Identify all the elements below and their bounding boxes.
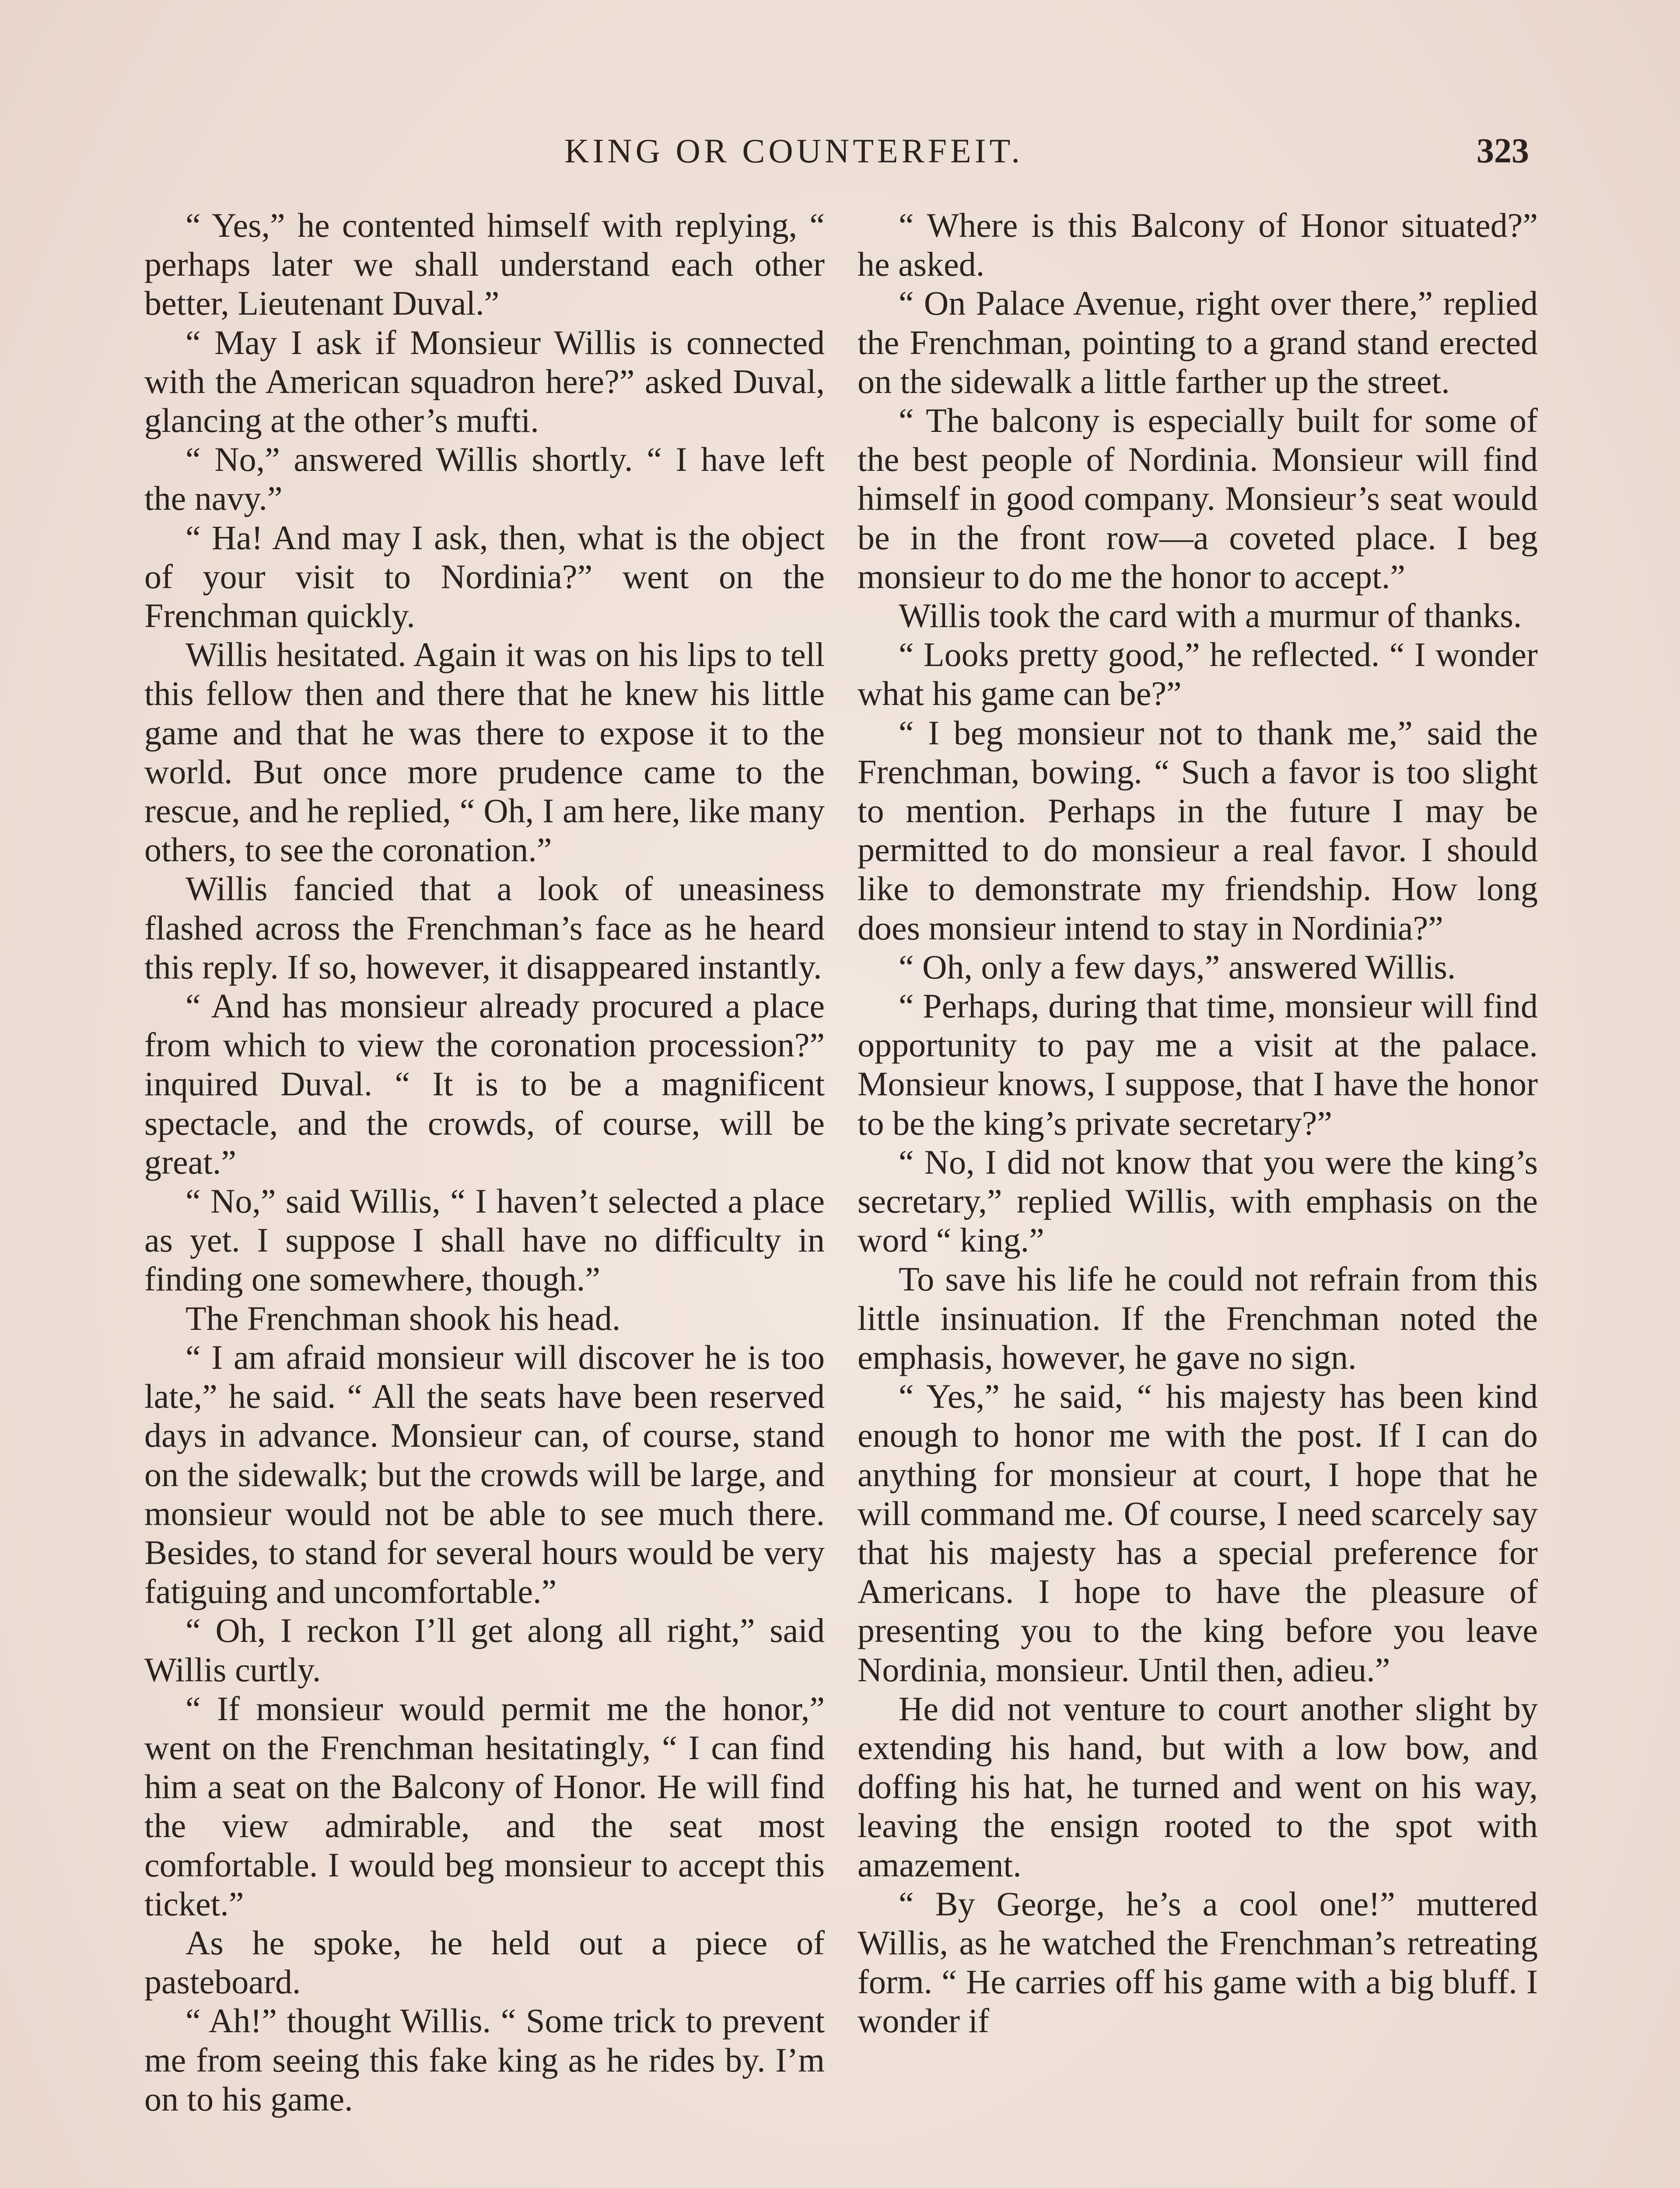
paragraph: “ Looks pretty good,” he reflected. “ I wonder what his game can be?” [858, 635, 1538, 713]
paragraph: To save his life he could not refrain from this little insinuation. If the Frenchman noted the emphasis, however, he gave no sign. [858, 1260, 1538, 1376]
paragraph: “ Where is this Balcony of Honor situated?” he asked. [858, 206, 1538, 284]
paragraph: Willis took the card with a murmur of thanks. [899, 596, 1522, 635]
paragraph: “ No,” answered Willis shortly. “ I have left the navy.” [144, 440, 825, 518]
paragraph: “ If monsieur would permit me the honor,” went on the Frenchman hesitatingly, “ I can find him a seat on the Balcony of Honor. He will find the view admirable, and the seat most comfortable. I would beg monsieur to accept this ticket.” [144, 1689, 825, 1923]
paragraph: Willis fancied that a look of uneasiness flashed across the Frenchman’s face as he heard this reply. If so, however, it disappeared instantly. [144, 870, 825, 986]
paragraph: “ No,” said Willis, “ I haven’t selected a place as yet. I suppose I shall have no difficulty in finding one somewhere, though.” [144, 1182, 825, 1298]
paragraph: “ I am afraid monsieur will discover he is too late,” he said. “ All the seats have been reserved days in advance. Monsieur can, of course, stand on the sidewalk; but the crowds will be large, and monsieur would not be able to see much there. Besides, to stand for several hours would be very fatiguing and uncomfortable.” [144, 1338, 825, 1611]
paragraph: “ Oh, I reckon I’ll get along all right,” said Willis curtly. [144, 1611, 825, 1689]
paragraph: “ Oh, only a few days,” answered Willis. [899, 947, 1456, 986]
left-column [144, 206, 825, 2118]
paragraph: “ The balcony is especially built for some of the best people of Nordinia. Monsieur will find himself in good company. Monsieur’s seat would be in the front row—a coveted place. I beg monsieur to do me the honor to accept.” [858, 401, 1538, 596]
paragraph: The Frenchman shook his head. [186, 1299, 621, 1337]
paragraph: “ By George, he’s a cool one!” muttered Willis, as he watched the Frenchman’s retreating form. “ He carries off his game with a big bluff. I wonder if [858, 1884, 1538, 2040]
paragraph: “ Yes,” he contented himself with replying, “ perhaps later we shall understand each other better, Lieutenant Duval.” [144, 206, 825, 323]
paragraph: “ Perhaps, during that time, monsieur will find opportunity to pay me a visit at the palace. Monsieur knows, I suppose, that I have the honor to be the king’s private secretary?” [858, 987, 1538, 1142]
paragraph: “ Yes,” he said, “ his majesty has been kind enough to honor me with the post. If I can do anything for monsieur at court, I hope that he will command me. Of course, I need scarcely say that his majesty has a special preference for Americans. I hope to have the pleasure of presenting you to the king before you leave Nordinia, monsieur. Until then, adieu.” [858, 1377, 1538, 1689]
paragraph: “ May I ask if Monsieur Willis is connected with the American squadron here?” asked Duval, glancing at the other’s mufti. [144, 323, 825, 440]
page-number: 323 [1477, 132, 1529, 170]
paragraph: “ And has monsieur already procured a place from which to view the coronation procession?” inquired Duval. “ It is to be a magnificent spectacle, and the crowds, of course, will be great.” [144, 987, 825, 1181]
paragraph: “ No, I did not know that you were the king’s secretary,” replied Willis, with emphasis on the word “ king.” [858, 1143, 1538, 1259]
paragraph: “ Ha! And may I ask, then, what is the object of your visit to Nordinia?” went on the Frenchman quickly. [144, 518, 825, 635]
paragraph: “ I beg monsieur not to thank me,” said the Frenchman, bowing. “ Such a favor is too slight to mention. Perhaps in the future I may be permitted to do monsieur a real favor. I should like to demonstrate my friendship. How long does monsieur intend to stay in Nordinia?” [858, 713, 1538, 947]
paragraph: “ On Palace Avenue, right over there,” replied the Frenchman, pointing to a grand stand erected on the sidewalk a little farther up the street. [858, 284, 1538, 400]
paragraph: He did not venture to court another slight by extending his hand, but with a low bow, and doffing his hat, he turned and went on his way, leaving the ensign rooted to the spot with amazement. [858, 1689, 1538, 1884]
right-column [858, 206, 1538, 2041]
paragraph: Willis hesitated. Again it was on his lips to tell this fellow then and there that he knew his little game and that he was there to expose it to the world. But once more prudence came to the rescue, and he replied, “ Oh, I am here, like many others, to see the coronation.” [144, 635, 825, 869]
running-title: KING OR COUNTERFEIT. [564, 132, 1024, 170]
paragraph: “ Ah!” thought Willis. “ Some trick to prevent me from seeing this fake king as he rides by. I’m on to his game. [144, 2002, 825, 2118]
running-head [0, 127, 1680, 175]
paragraph: As he spoke, he held out a piece of pasteboard. [144, 1923, 825, 2001]
